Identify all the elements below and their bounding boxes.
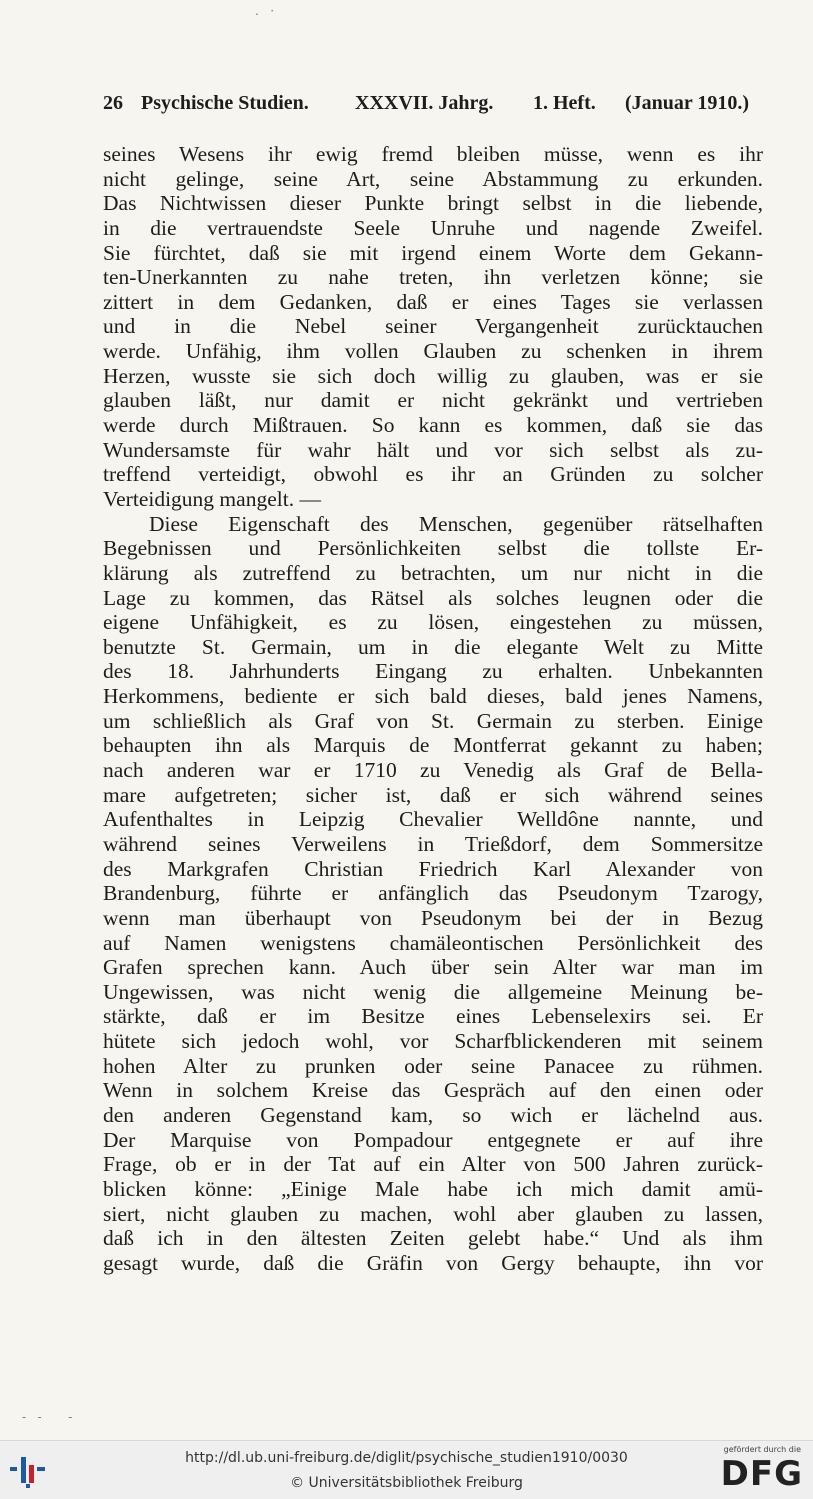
text-line: hohen Alter zu prunken oder seine Panacee zu rühmen.	[103, 1053, 763, 1078]
text-line: stärkte, daß er im Besitze eines Lebenselexirs sei. Er	[103, 1004, 763, 1029]
footer-bar	[0, 1440, 813, 1499]
text-line: hütete sich jedoch wohl, vor Scharfblickenderen mit seinem	[103, 1029, 763, 1054]
text-line: Frage, ob er in der Tat auf ein Alter von 500 Jahren zurück-	[103, 1152, 763, 1177]
page-number: 26	[103, 92, 123, 114]
text-line: werde. Unfähig, ihm vollen Glauben zu schenken in ihrem	[103, 339, 763, 364]
text-line: zittert in dem Gedanken, daß er eines Tages sie verlassen	[103, 289, 763, 314]
text-line: wenn man überhaupt von Pseudonym bei der in Bezug	[103, 905, 763, 930]
text-line: um schließlich als Graf von St. Germain zu sterben. Einige	[103, 708, 763, 733]
text-line: nicht gelinge, seine Art, seine Abstammung zu erkunden.	[103, 166, 763, 191]
body-text	[103, 142, 763, 1275]
text-line: während seines Verweilens in Trießdorf, dem Sommersitze	[103, 831, 763, 856]
text-line: Der Marquise von Pompadour entgegnete er auf ihre	[103, 1127, 763, 1152]
text-line: Herkommens, bediente er sich bald dieses, bald jenes Namens,	[103, 684, 763, 709]
text-line: nach anderen war er 1710 zu Venedig als Graf de Bella-	[103, 758, 763, 783]
text-line: Begebnissen und Persönlichkeiten selbst die tollste Er-	[103, 536, 763, 561]
text-line: gesagt wurde, daß die Gräfin von Gergy behaupte, ihn vor	[103, 1250, 763, 1275]
scan-mark: . ·	[255, 4, 275, 18]
footer-copyright: © Universitätsbibliothek Freiburg	[290, 1475, 523, 1491]
scan-mark: - - -	[22, 1410, 73, 1424]
text-line: Wenn in solchem Kreise das Gespräch auf den einen oder	[103, 1078, 763, 1103]
text-line: Lage zu kommen, das Rätsel als solches leugnen oder die	[103, 585, 763, 610]
text-line: Ungewissen, was nicht wenig die allgemeine Meinung be-	[103, 979, 763, 1004]
funder-note: gefördert durch die	[723, 1445, 801, 1454]
text-line: seines Wesens ihr ewig fremd bleiben müsse, wenn es ihr	[103, 142, 763, 166]
text-line: Sie fürchtet, daß sie mit irgend einem Worte dem Gekann-	[103, 240, 763, 265]
footer-url-link[interactable]: http://dl.ub.uni-freiburg.de/diglit/psychische_studien1910/0030	[185, 1450, 628, 1466]
text-line: werde durch Mißtrauen. So kann es kommen, daß sie das	[103, 413, 763, 438]
text-line: benutzte St. Germain, um in die elegante Welt zu Mitte	[103, 634, 763, 659]
text-line: daß ich in den ältesten Zeiten gelebt habe.“ Und als ihm	[103, 1226, 763, 1251]
text-line: des Markgrafen Christian Friedrich Karl Alexander von	[103, 856, 763, 881]
text-line: behaupten ihn als Marquis de Montferrat gekannt zu haben;	[103, 733, 763, 758]
issue-label: 1. Heft.	[533, 92, 596, 114]
text-line: Herzen, wusste sie sich doch willig zu glauben, was er sie	[103, 363, 763, 388]
dfg-logo: DFG	[720, 1454, 803, 1494]
text-line: glauben läßt, nur damit er nicht gekränkt und vertrieben	[103, 388, 763, 413]
journal-title: Psychische Studien.	[141, 92, 309, 114]
text-line: des 18. Jahrhunderts Eingang zu erhalten. Unbekannten	[103, 659, 763, 684]
text-line: Wundersamste für wahr hält und vor sich selbst als zu-	[103, 437, 763, 462]
text-line: blicken könne: „Einige Male habe ich mich damit amü-	[103, 1176, 763, 1201]
text-line: klärung als zutreffend zu betrachten, um nur nicht in die	[103, 560, 763, 585]
text-line: ten-Unerkannten zu nahe treten, ihn verletzen könne; sie	[103, 265, 763, 290]
text-line: und in die Nebel seiner Vergangenheit zurücktauchen	[103, 314, 763, 339]
page-header	[103, 92, 763, 124]
text-line: in die vertrauendste Seele Unruhe und nagende Zweifel.	[103, 215, 763, 240]
text-line: siert, nicht glauben zu machen, wohl aber glauben zu lassen,	[103, 1201, 763, 1226]
text-line: Brandenburg, führte er anfänglich das Pseudonym Tzarogy,	[103, 881, 763, 906]
text-line: eigene Unfähigkeit, es zu lösen, eingestehen zu müssen,	[103, 610, 763, 635]
volume-label: XXXVII. Jahrg.	[355, 92, 494, 114]
text-line: Verteidigung mangelt. —	[103, 486, 321, 511]
text-line: den anderen Gegenstand kam, so wich er lächelnd aus.	[103, 1102, 763, 1127]
date-label: (Januar 1910.)	[625, 92, 750, 114]
text-line: mare aufgetreten; sicher ist, daß er sich während seines	[103, 782, 763, 807]
text-line: Aufenthaltes in Leipzig Chevalier Welldône nannte, und	[103, 807, 763, 832]
text-line: Das Nichtwissen dieser Punkte bringt selbst in die liebende,	[103, 191, 763, 216]
text-line: Diese Eigenschaft des Menschen, gegenüber rätselhaften	[149, 511, 763, 536]
text-line: treffend verteidigt, obwohl es ihr an Gründen zu solcher	[103, 462, 763, 487]
text-line: Grafen sprechen kann. Auch über sein Alter war man im	[103, 955, 763, 980]
text-line: auf Namen wenigstens chamäleontischen Persönlichkeit des	[103, 930, 763, 955]
